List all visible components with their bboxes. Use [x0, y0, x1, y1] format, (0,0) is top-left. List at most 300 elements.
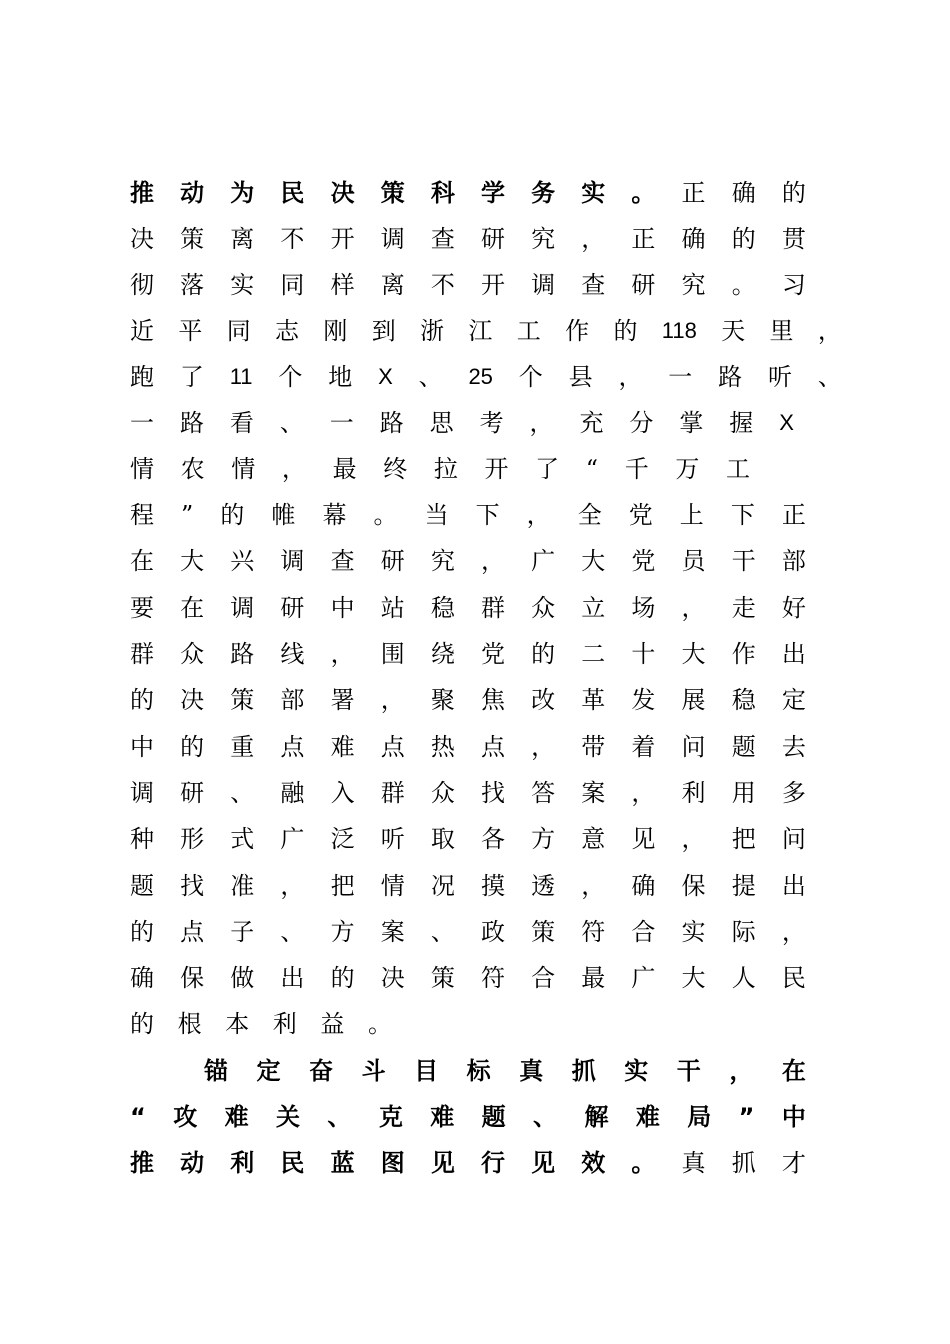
char: 118: [661, 318, 697, 343]
paragraph-1-line-12: [130, 677, 806, 723]
char: 确: [631, 872, 656, 900]
char: 研: [380, 547, 405, 575]
char: 彻: [130, 271, 154, 299]
char: 发: [631, 686, 656, 714]
char: 式: [230, 825, 255, 853]
char: 稳: [430, 594, 455, 622]
char: 稳: [731, 686, 756, 714]
char: 革: [581, 686, 606, 714]
char: 开: [484, 455, 509, 483]
char: 实: [581, 179, 606, 207]
char: 路: [179, 409, 204, 437]
char: 政: [480, 918, 505, 946]
char: 方: [531, 825, 556, 853]
paragraph-1-line-18: [130, 955, 806, 1001]
char: 用: [731, 779, 756, 807]
char: 的: [613, 317, 638, 345]
char: 案: [380, 918, 405, 946]
char: 最: [332, 455, 357, 483]
char: 党: [480, 640, 505, 668]
char: 署: [330, 686, 355, 714]
char: 广: [531, 547, 556, 575]
char: 部: [280, 686, 305, 714]
char: 保: [180, 964, 205, 992]
char: 攻: [173, 1103, 198, 1131]
char: ，: [618, 363, 643, 391]
char: 的: [220, 501, 245, 529]
char: 效: [581, 1149, 606, 1177]
char: “: [585, 455, 599, 483]
char: 出: [781, 872, 806, 900]
paragraph-1-line-3: [130, 262, 806, 308]
char: 不: [430, 271, 455, 299]
char: 、: [533, 1103, 558, 1131]
char: 中: [781, 1103, 806, 1131]
char: 研: [631, 271, 656, 299]
paragraph-1-line-19: [130, 1001, 392, 1047]
char: 合: [531, 964, 556, 992]
char: ，: [729, 1057, 754, 1085]
char: 。: [373, 501, 398, 529]
char: 。: [367, 1010, 392, 1038]
char: 去: [781, 733, 806, 761]
char: 情: [130, 455, 154, 483]
char: 万: [675, 455, 700, 483]
char: 策: [180, 225, 205, 253]
char: 本: [225, 1010, 250, 1038]
char: 际: [731, 918, 756, 946]
char: 到: [371, 317, 396, 345]
char: 下: [730, 501, 755, 529]
char: 近: [130, 317, 154, 345]
char: 多: [781, 779, 806, 807]
char: 二: [581, 640, 606, 668]
char: 出: [280, 964, 305, 992]
char: 分: [629, 409, 654, 437]
char: 查: [330, 547, 355, 575]
char: 大: [180, 547, 205, 575]
char: 当: [424, 501, 449, 529]
char: 千: [624, 455, 649, 483]
char: 工: [516, 317, 541, 345]
char: 大: [581, 547, 606, 575]
char: 广: [631, 964, 656, 992]
char: 目: [414, 1057, 439, 1085]
char: 找: [480, 779, 505, 807]
paragraph-1-line-11: [130, 631, 806, 677]
char: 推: [130, 1149, 154, 1177]
char: 。: [631, 1149, 656, 1177]
char: 入: [330, 779, 355, 807]
char: 的: [330, 964, 355, 992]
char: 党: [628, 501, 653, 529]
char: 在: [130, 547, 154, 575]
char: 实: [681, 918, 706, 946]
char: ，: [281, 455, 306, 483]
char: 实: [624, 1057, 649, 1085]
char: 符: [480, 964, 505, 992]
char: 全: [577, 501, 602, 529]
char: 正: [781, 501, 806, 529]
char: 难: [224, 1103, 249, 1131]
char: 透: [531, 872, 556, 900]
paragraph-1-line-14: [130, 770, 806, 816]
char: 的: [531, 640, 556, 668]
char: 了: [179, 363, 204, 391]
char: X: [779, 410, 794, 435]
char: 为: [230, 179, 255, 207]
char: 带: [581, 733, 606, 761]
char: 展: [681, 686, 706, 714]
char: 在: [180, 594, 205, 622]
paragraph-1-line-6: [130, 400, 794, 446]
char: 调: [280, 547, 305, 575]
char: 实: [230, 271, 255, 299]
char: 策: [430, 964, 455, 992]
char: 动: [180, 179, 205, 207]
char: 、: [230, 779, 255, 807]
char: 离: [380, 271, 405, 299]
char: 党: [631, 547, 656, 575]
char: 幕: [322, 501, 347, 529]
char: 难: [330, 733, 355, 761]
char: 11: [229, 364, 253, 389]
char: 点: [480, 733, 505, 761]
char: 围: [380, 640, 405, 668]
char: 答: [531, 779, 556, 807]
paragraph-1-line-9: [130, 538, 806, 584]
char: 泛: [330, 825, 355, 853]
char: 确: [681, 225, 706, 253]
char: 同: [280, 271, 305, 299]
paragraph-2-line-3: [130, 1140, 806, 1186]
char: 科: [430, 179, 455, 207]
char: 点: [180, 918, 205, 946]
char: 听: [380, 825, 405, 853]
char: 见: [430, 1149, 455, 1177]
paragraph-1-line-15: [130, 816, 806, 862]
paragraph-1-line-8: [130, 492, 806, 538]
char: 广: [280, 825, 305, 853]
char: 个: [518, 363, 543, 391]
char: 思: [429, 409, 454, 437]
char: 题: [731, 733, 756, 761]
char: 提: [731, 872, 756, 900]
char: 、: [418, 363, 443, 391]
char: ，: [581, 872, 606, 900]
paragraph-2-heading-line-2: [130, 1094, 806, 1140]
char: ，: [280, 872, 305, 900]
char: 正: [631, 225, 656, 253]
paragraph-1-line-7: [130, 446, 750, 492]
char: 子: [230, 918, 255, 946]
char: 难: [430, 1103, 455, 1131]
char: 跑: [130, 363, 154, 391]
char: 益: [320, 1010, 345, 1038]
char: 决: [180, 686, 205, 714]
char: 学: [480, 179, 505, 207]
char: 作: [565, 317, 590, 345]
char: 推: [130, 179, 154, 207]
char: 究: [681, 271, 706, 299]
char: 蓝: [330, 1149, 355, 1177]
char: 融: [280, 779, 305, 807]
char: 重: [230, 733, 255, 761]
paragraph-1-line-4: [130, 308, 842, 354]
paragraph-1-line-17: [130, 909, 806, 955]
char: 研: [180, 779, 205, 807]
char: 开: [330, 225, 355, 253]
char: 策: [380, 179, 405, 207]
char: 找: [180, 872, 205, 900]
char: 离: [230, 225, 255, 253]
char: 看: [229, 409, 254, 437]
char: ，: [380, 686, 405, 714]
char: 利: [272, 1010, 297, 1038]
char: 不: [280, 225, 305, 253]
char: 民: [781, 964, 806, 992]
char: 十: [631, 640, 656, 668]
char: 握: [729, 409, 754, 437]
char: 解: [584, 1103, 609, 1131]
char: ，: [631, 779, 656, 807]
char: 一: [130, 409, 154, 437]
char: 方: [330, 918, 355, 946]
char: 的: [781, 179, 806, 207]
char: ”: [181, 501, 194, 529]
char: 贯: [781, 225, 806, 253]
char: 、: [327, 1103, 352, 1131]
char: 决: [330, 179, 355, 207]
char: 、: [817, 363, 842, 391]
char: ，: [581, 225, 606, 253]
char: 克: [378, 1103, 403, 1131]
char: 关: [276, 1103, 300, 1131]
char: 路: [379, 409, 404, 437]
char: 准: [230, 872, 255, 900]
char: 群: [130, 640, 154, 668]
char: 焦: [480, 686, 505, 714]
paragraph-1-line-10: [130, 585, 806, 631]
char: ，: [526, 501, 551, 529]
char: 、: [279, 409, 304, 437]
paragraph-1-line-16: [130, 863, 806, 909]
char: 调: [130, 779, 154, 807]
char: 干: [731, 547, 756, 575]
char: 标: [466, 1057, 491, 1085]
char: 上: [679, 501, 704, 529]
char: 众: [430, 779, 455, 807]
char: 真: [681, 1149, 706, 1177]
char: 里: [769, 317, 794, 345]
char: ，: [817, 317, 842, 345]
char: 取: [430, 825, 455, 853]
char: 情: [231, 455, 256, 483]
char: 见: [531, 1149, 556, 1177]
char: 着: [631, 733, 656, 761]
char: X: [378, 364, 393, 389]
char: 下: [475, 501, 500, 529]
char: 线: [280, 640, 305, 668]
paragraph-1-line-2: [130, 216, 806, 262]
paragraph-1-line-5: [130, 354, 842, 400]
char: 浙: [420, 317, 445, 345]
char: 改: [531, 686, 556, 714]
char: 把: [731, 825, 756, 853]
char: 程: [130, 501, 154, 529]
char: 中: [330, 594, 355, 622]
char: 策: [531, 918, 556, 946]
char: ，: [681, 594, 706, 622]
char: 究: [531, 225, 556, 253]
char: 奋: [309, 1057, 334, 1085]
char: 个: [278, 363, 303, 391]
char: 定: [781, 686, 806, 714]
char: 锚: [204, 1057, 228, 1085]
char: ，: [330, 640, 355, 668]
char: 动: [180, 1149, 205, 1177]
char: 问: [681, 733, 706, 761]
char: 确: [731, 179, 756, 207]
char: 样: [330, 271, 355, 299]
char: ，: [781, 918, 806, 946]
char: 场: [631, 594, 656, 622]
char: 、: [280, 918, 305, 946]
char: 图: [380, 1149, 405, 1177]
char: 人: [731, 964, 756, 992]
char: 形: [180, 825, 205, 853]
char: 。: [731, 271, 756, 299]
char: 终: [383, 455, 408, 483]
char: 同: [226, 317, 251, 345]
char: 况: [430, 872, 455, 900]
char: 江: [468, 317, 493, 345]
char: 部: [781, 547, 806, 575]
char: 走: [731, 594, 756, 622]
char: 调: [380, 225, 405, 253]
char: 的: [130, 918, 154, 946]
char: 热: [430, 733, 455, 761]
char: 地: [328, 363, 353, 391]
char: 正: [681, 179, 706, 207]
char: ，: [681, 825, 706, 853]
char: 决: [380, 964, 405, 992]
char: 题: [130, 872, 154, 900]
char: 中: [130, 733, 154, 761]
char: 考: [479, 409, 504, 437]
char: 斗: [361, 1057, 386, 1085]
char: 好: [781, 594, 806, 622]
char: 员: [681, 547, 706, 575]
char: 作: [731, 640, 756, 668]
char: 根: [177, 1010, 202, 1038]
char: 最: [581, 964, 606, 992]
char: 务: [531, 179, 556, 207]
char: 、: [430, 918, 455, 946]
char: 志: [275, 317, 300, 345]
char: 工: [725, 455, 750, 483]
char: 研: [280, 594, 305, 622]
char: 合: [631, 918, 656, 946]
char: 县: [568, 363, 593, 391]
char: 刚: [323, 317, 348, 345]
char: ，: [531, 733, 556, 761]
char: 策: [230, 686, 255, 714]
char: 查: [430, 225, 455, 253]
char: 意: [581, 825, 606, 853]
char: 调: [531, 271, 556, 299]
char: 才: [781, 1149, 806, 1177]
char: 路: [718, 363, 743, 391]
char: 查: [581, 271, 606, 299]
char: 利: [681, 779, 706, 807]
char: 摸: [480, 872, 505, 900]
char: ”: [738, 1103, 755, 1131]
char: 群: [480, 594, 505, 622]
char: 平: [178, 317, 203, 345]
char: 的: [731, 225, 756, 253]
char: 保: [681, 872, 706, 900]
char: 听: [767, 363, 792, 391]
char: 确: [130, 964, 154, 992]
char: 大: [681, 640, 706, 668]
char: 难: [635, 1103, 660, 1131]
char: 究: [430, 547, 455, 575]
char: 天: [721, 317, 746, 345]
char: 做: [230, 964, 255, 992]
char: 点: [280, 733, 305, 761]
char: 行: [480, 1149, 505, 1177]
paragraph-1-line-13: [130, 724, 806, 770]
char: 题: [481, 1103, 506, 1131]
char: 帷: [271, 501, 296, 529]
char: 调: [230, 594, 255, 622]
char: 落: [180, 271, 205, 299]
char: 定: [256, 1057, 281, 1085]
char: 局: [687, 1103, 712, 1131]
char: 符: [581, 918, 606, 946]
char: 各: [480, 825, 505, 853]
char: 站: [380, 594, 405, 622]
paragraph-1-line-1: [130, 170, 806, 216]
char: 众: [531, 594, 556, 622]
char: 问: [781, 825, 806, 853]
char: 的: [130, 686, 154, 714]
char: “: [130, 1103, 146, 1131]
char: 习: [781, 271, 806, 299]
char: 。: [631, 179, 656, 207]
char: 绕: [430, 640, 455, 668]
char: 决: [130, 225, 154, 253]
char: 抓: [731, 1149, 756, 1177]
char: 的: [180, 733, 205, 761]
char: 的: [130, 1010, 154, 1038]
char: 路: [230, 640, 255, 668]
char: 见: [631, 825, 656, 853]
char: 干: [676, 1057, 701, 1085]
char: 要: [130, 594, 154, 622]
paragraph-2-heading-line-1: [204, 1048, 806, 1094]
char: 把: [330, 872, 355, 900]
char: 一: [329, 409, 354, 437]
char: 案: [581, 779, 606, 807]
char: 充: [579, 409, 604, 437]
char: 农: [180, 455, 205, 483]
char: 真: [519, 1057, 544, 1085]
char: 民: [280, 1149, 305, 1177]
char: 聚: [430, 686, 455, 714]
char: 立: [581, 594, 606, 622]
